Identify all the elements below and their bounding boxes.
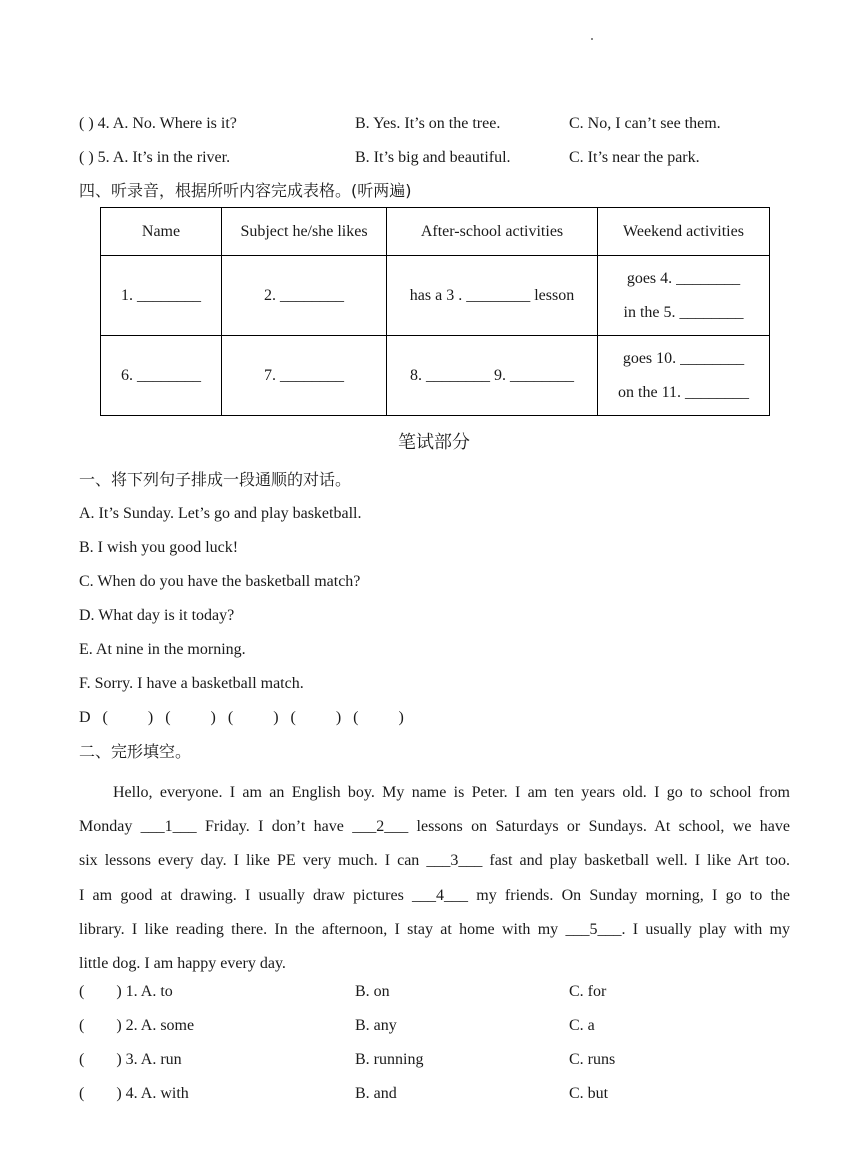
cell-subject-blank[interactable]: 7. ________ [222,336,387,416]
option-b: B. on [355,983,390,1000]
option-c: C. a [569,1017,595,1034]
option-b: B. It’s big and beautiful. [355,149,511,166]
passage-line: little dog. I am happy every day. [79,955,286,973]
weekend-line-1: goes 10. ________ [622,349,745,367]
passage-line: I am good at drawing. I usually draw pictures ___4___ my friends. On Sunday morning, I go to the [79,886,790,904]
cell-after-school-blank[interactable]: has a 3 . ________ lesson [387,256,598,336]
option-b: B. and [355,1085,397,1102]
passage-line: six lessons every day. I like PE very much. I can ___3___ fast and play basketball well. I like Art too. [79,852,790,870]
question-stem: ( ) 1. A. to [79,983,173,1000]
question-stem: ( ) 4. A. with [79,1085,189,1102]
question-stem: ( ) 4. A. No. Where is it? [79,115,237,132]
question-stem: ( ) 3. A. run [79,1051,182,1068]
option-c: C. but [569,1085,609,1102]
question-stem: ( ) 5. A. It’s in the river. [79,149,231,166]
passage-line: Monday ___1___ Friday. I don’t have ___2___ lessons on Saturdays or Sundays. At school, we have [79,818,790,836]
header-weekend: Weekend activities [598,208,770,256]
header-subject: Subject he/she likes [222,208,387,256]
cell-name-blank[interactable]: 6. ________ [101,336,222,416]
cell-after-school-blank[interactable]: 8. ________ 9. ________ [387,336,598,416]
part-1-title: 一、将下列句子排成一段通顺的对话。 [79,470,352,489]
cell-name-blank[interactable]: 1. ________ [101,256,222,336]
listening-table [100,207,770,416]
table-header-row [101,208,770,256]
passage-line: Hello, everyone. I am an English boy. My name is Peter. I am ten years old. I go to school from [113,784,790,801]
option-b: B. Yes. It’s on the tree. [355,115,501,132]
order-answer-line[interactable]: D ( ) ( ) ( ) ( ) ( ) [79,709,404,726]
header-name: Name [101,208,222,256]
written-section-title: 笔试部分 [398,432,470,453]
option-c: C. for [569,983,607,1000]
option-c: C. runs [569,1051,616,1068]
table-row [101,336,770,416]
sentence-f: F. Sorry. I have a basketball match. [79,675,304,692]
cloze-passage [79,776,790,981]
passage-line: library. I like reading there. In the afternoon, I stay at home with my ___5___. I usually play with my [79,920,790,938]
table-row [101,256,770,336]
sentence-c: C. When do you have the basketball match? [79,573,361,590]
sentence-d: D. What day is it today? [79,607,235,624]
option-c: C. It’s near the park. [569,149,700,166]
question-stem: ( ) 2. A. some [79,1017,195,1034]
option-c: C. No, I can’t see them. [569,115,721,132]
option-b: B. running [355,1051,424,1068]
sentence-b: B. I wish you good luck! [79,539,239,556]
part-2-title: 二、完形填空。 [79,742,192,761]
sentence-a: A. It’s Sunday. Let’s go and play basketball. [79,505,362,522]
cell-subject-blank[interactable]: 2. ________ [222,256,387,336]
weekend-line-1: goes 4. ________ [626,269,741,287]
weekend-line-2: on the 11. ________ [618,383,749,401]
weekend-line-2: in the 5. ________ [623,303,744,321]
sentence-e: E. At nine in the morning. [79,641,246,658]
section-4-title: 四、听录音，根据所听内容完成表格。(听两遍) [79,181,412,200]
cell-weekend[interactable] [598,336,770,416]
cell-weekend[interactable] [598,256,770,336]
option-b: B. any [355,1017,397,1034]
scan-dot [591,38,593,40]
header-after-school: After-school activities [387,208,598,256]
